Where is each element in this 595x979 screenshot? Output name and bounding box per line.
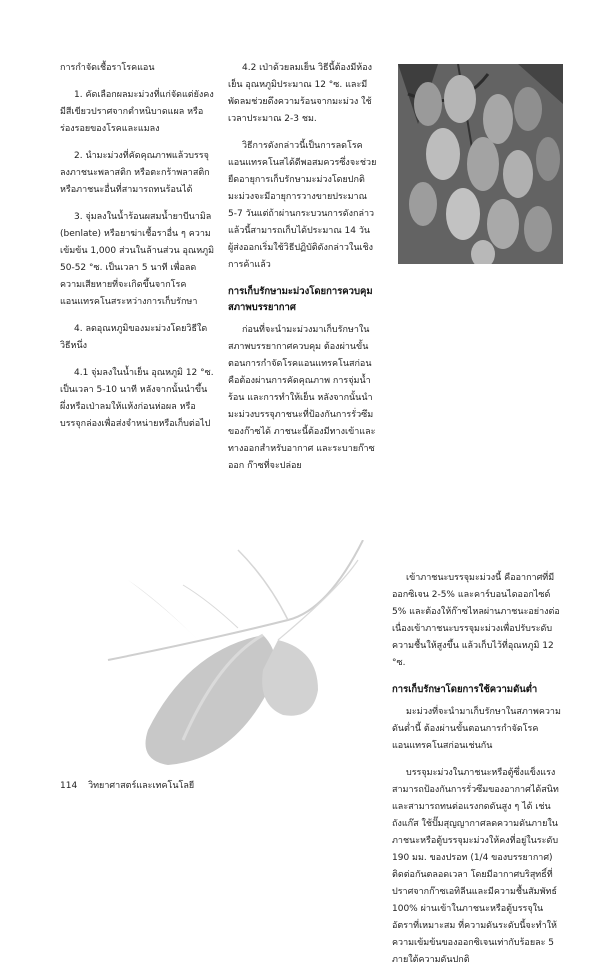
paragraph: 4.2 เป่าด้วยลมเย็น วิธีนี้ต้องมีห้องเย็น อุณหภูมิประมาณ 12 °ซ. และมีพัดลมช่วยดึงความร้อนจากมะม่วง ใช้เวลาประมาณ 2-3 ชม. (228, 63, 373, 124)
paragraph: 4.1 จุ่มลงในน้ำเย็น อุณหภูมิ 12 °ซ. เป็นเวลา 5-10 นาที หลังจากนั้นนำขึ้นผึ่งหรือเป่าลมให้แห้งก่อนห่อผล หรือบรรจุกล่องเพื่อส่งจำหน่ายหรือเก็บต่อไป (60, 368, 214, 429)
section-heading: การกำจัดเชื้อราโรคแอน (60, 63, 155, 73)
mango-tree-photo (398, 64, 563, 264)
paragraph: เข้าภาชนะบรรจุมะม่วงนี้ คืออากาศที่มีออกซิเจน 2-5% และคาร์บอนไดออกไซด์ 5% และต้องให้ก๊าซไหลผ่านภาชนะอย่างต่อเนื่องเข้าภาชนะบรรจุมะม่วงเพื่อปรับระดับความชื้นให้สูงขึ้น แล้วเก็บไว้ที่อุณหภูมิ 12 °ซ. (392, 573, 560, 668)
paragraph: 4. ลดอุณหภูมิของมะม่วงโดยวิธีใดวิธีหนึ่ง (60, 324, 208, 351)
paragraph: วิธีการดังกล่าวนี้เป็นการลดโรคแอนแทรคโนสได้ดีพอสมควรซึ่งจะช่วยยืดอายุการเก็บรักษามะม่วงโดยปกติมะม่วงจะมีอายุการวางขายประมาณ 5-7 วันแต่ถ้าผ่านกระบวนการดังกล่าวแล้วนี้สามารถเก็บได้ประมาณ 14 วัน ผู้ส่งออกเริ่มใช้วิธีปฏิบัติดังกล่าวในเชิงการค้าแล้ว (228, 141, 377, 270)
paragraph: 3. จุ่มลงในน้ำร้อนผสมน้ำยาบีนามิล (benlate) หรือยาฆ่าเชื้อราอื่น ๆ ความเข้มข้น 1,000 ส่วนในล้านส่วน อุณหภูมิ 50-52 °ซ. เป็นเวลา 5 นาที เพื่อลดความเสียหายที่จะเกิดขึ้นจากโรคแอนแทรคโนสระหว่างการเก็บรักษา (60, 212, 215, 307)
paragraph: 1. คัดเลือกผลมะม่วงที่แก่จัดแต่ยังคงมีสีเขียวปราศจากตำหนิบาดแผล หรือร่องรอยของโรคและแมลง (60, 90, 214, 134)
page-number: 114 (60, 781, 78, 791)
paragraph: มะม่วงที่จะนำมาเก็บรักษาในสภาพความดันต่ำนี้ ต้องผ่านขั้นตอนการกำจัดโรคแอนแทรคโนสก่อนเช่นกัน (392, 707, 561, 751)
mango-illustration (88, 540, 368, 770)
column-2 (228, 60, 378, 485)
page-footer (60, 778, 202, 792)
paragraph: 2. นำมะม่วงที่คัดคุณภาพแล้วบรรจุลงภาชนะพลาสติก หรือตะกร้าพลาสติก หรือภาชนะอื่นที่สามารถทนร้อนได้ (60, 151, 210, 195)
column-1 (60, 60, 215, 443)
section-heading: การเก็บรักษามะม่วงโดยการควบคุมสภาพบรรยากาศ (228, 286, 373, 313)
journal-name: วิทยาศาสตร์และเทคโนโลยี (88, 781, 195, 791)
column-3 (392, 570, 562, 979)
section-heading: การเก็บรักษาโดยการใช้ความดันต่ำ (392, 684, 538, 695)
paragraph: ก่อนที่จะนำมะม่วงมาเก็บรักษาในสภาพบรรยากาศควบคุม ต้องผ่านขั้นตอนการกำจัดโรคแอนแทรคโนสก่อน คือต้องผ่านการคัดคุณภาพ การจุ่มน้ำร้อน และการทำให้เย็น หลังจากนั้นนำมะม่วงบรรจุภาชนะที่ป้องกันการรั่วซึมของก๊าซได้ ภาชนะนี้ต้องมีทางเข้าและทางออกสำหรับอากาศ และระบายก๊าซออก ก๊าซที่จะปล่อย (228, 325, 376, 471)
paragraph: บรรจุมะม่วงในภาชนะหรือตู้ซึ่งแข็งแรงสามารถป้องกันการรั่วซึมของอากาศได้สนิท และสามารถทนต่อแรงกดดันสูง ๆ ได้ เช่น ถังแก๊ส ใช้ปั๊มสุญญากาศลดความดันภายในภาชนะหรือตู้บรรจุมะม่วงให้คงที่อยู่ในระดับ 190 มม. ของปรอท (1/4 ของบรรยากาศ) ติดต่อกันตลอดเวลา โดยมีอากาศบริสุทธิ์ที่ปราศจากก๊าซเอทิลีนและมีความชื้นสัมพัทธ์ 100% ผ่านเข้าในภาชนะหรือตู้บรรจุในอัตราที่เหมาะสม ที่ความดันระดับนี้จะทำให้ความเข้มข้นของออกซิเจนเท่ากับร้อยละ 5 ภายใต้ความดันปกติ (392, 768, 559, 965)
